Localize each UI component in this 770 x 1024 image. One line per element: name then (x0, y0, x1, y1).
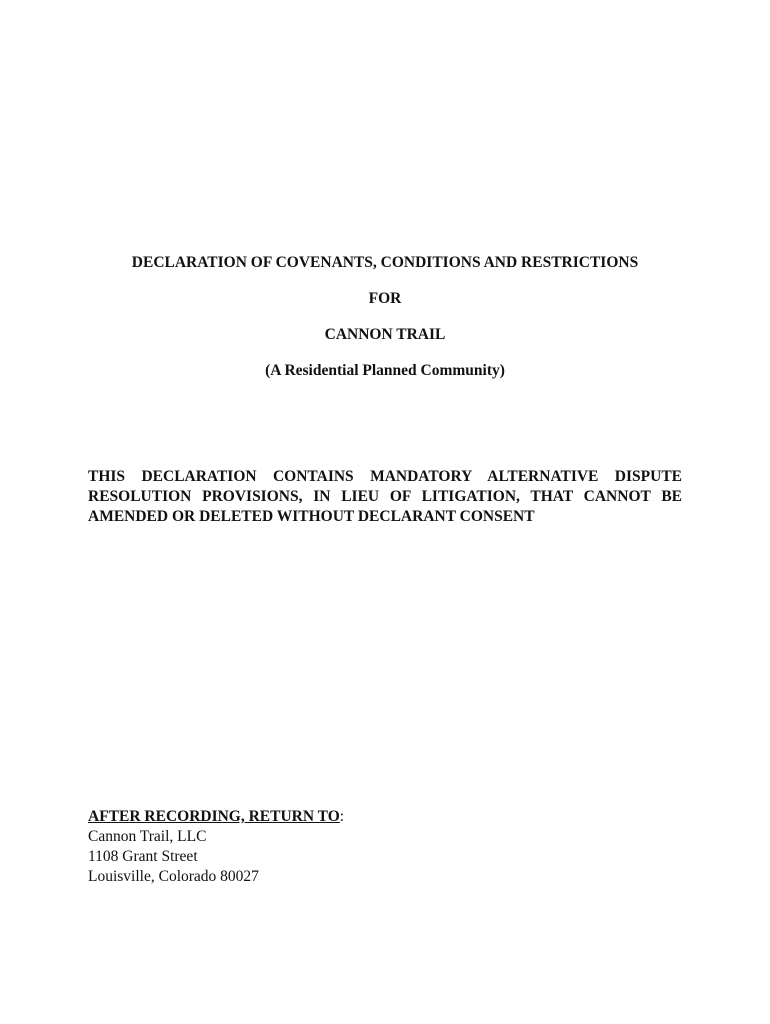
return-heading (88, 807, 344, 827)
notice-line: AMENDED OR DELETED WITHOUT DECLARANT CONSENT (88, 508, 535, 525)
address-line: 1108 Grant Street (88, 848, 198, 865)
address-line: Louisville, Colorado 80027 (88, 868, 259, 885)
document-title: DECLARATION OF COVENANTS, CONDITIONS AND RESTRICTIONS (131, 254, 639, 271)
notice-line: THIS DECLARATION CONTAINS MANDATORY ALTERNATIVE DISPUTE (88, 468, 682, 485)
return-heading-colon: : (339, 808, 345, 825)
for-line: FOR (368, 290, 402, 307)
community-name: CANNON TRAIL (324, 326, 446, 343)
return-address-block (88, 807, 344, 887)
dispute-resolution-notice (88, 467, 682, 527)
notice-line: RESOLUTION PROVISIONS, IN LIEU OF LITIGATION, THAT CANNOT BE (88, 488, 682, 505)
document-subtitle: (A Residential Planned Community) (265, 362, 505, 379)
return-heading-text: AFTER RECORDING, RETURN TO (88, 808, 340, 825)
address-line: Cannon Trail, LLC (88, 828, 207, 845)
